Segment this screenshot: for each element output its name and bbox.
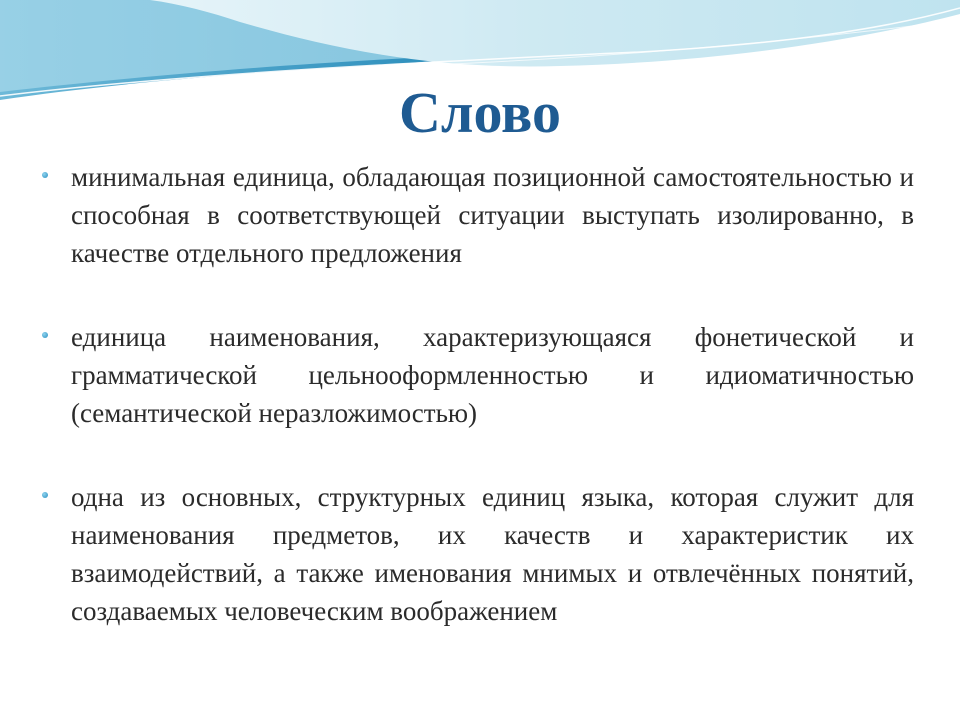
bullet-text: единица наименования, характеризующаяся фонетической и грамматической цельнооформленностью и идиоматичностью (семантической неразложимостью) <box>71 322 914 428</box>
bullet-item <box>42 158 914 272</box>
slide-title: Слово <box>399 80 561 145</box>
bullet-dot-icon <box>42 332 48 338</box>
bullet-item <box>42 478 914 630</box>
bullet-text: минимальная единица, обладающая позиционной самостоятельностью и способная в соответствующей ситуации выступать изолированно, в качестве отдельного предложения <box>71 162 914 268</box>
bullet-text: одна из основных, структурных единиц языка, которая служит для наименования предметов, их качеств и характеристик их взаимодействий, а также именования мнимых и отвлечённых понятий, создаваемых человеческим воображением <box>71 482 914 626</box>
bullet-item <box>42 318 914 432</box>
bullet-dot-icon <box>42 492 48 498</box>
bullet-dot-icon <box>42 172 48 178</box>
bullet-list <box>42 158 914 676</box>
